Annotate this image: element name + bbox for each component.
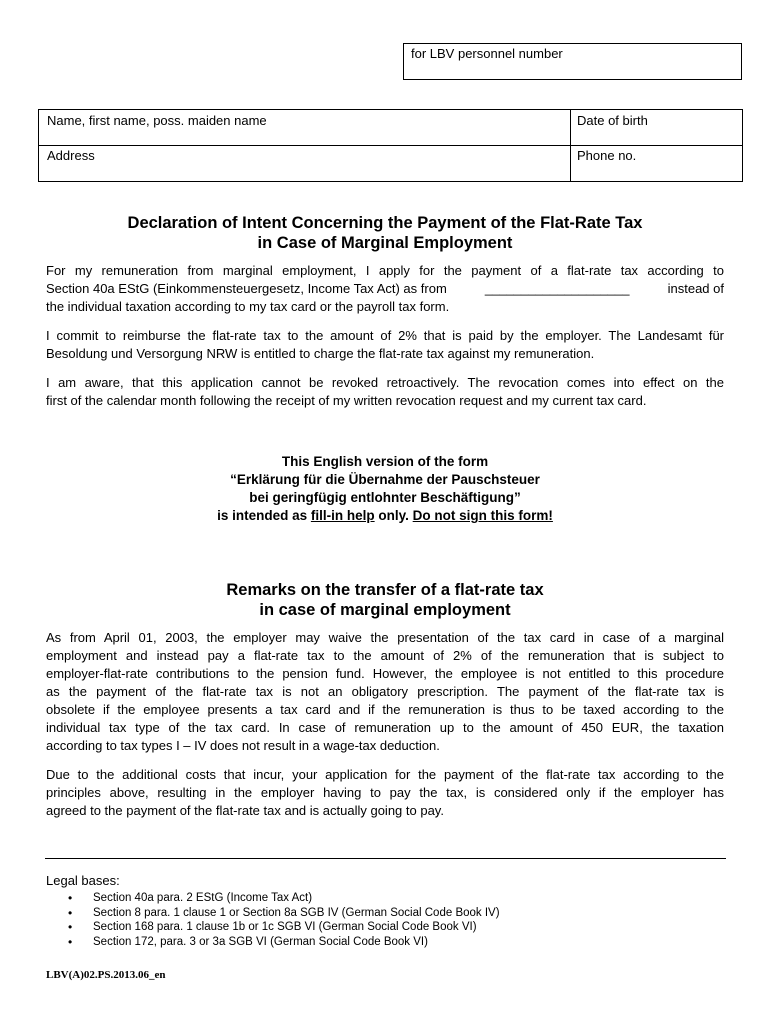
text-line: Besoldung und Versorgung NRW is entitled to charge the flat-rate tax against my remuneration. <box>46 346 595 361</box>
phone-field[interactable] <box>571 146 742 181</box>
declaration-title-line-2: in Case of Marginal Employment <box>257 234 513 252</box>
declaration-title-line-1: Declaration of Intent Concerning the Payment of the Flat-Rate Tax <box>127 214 643 232</box>
fill-in-help-text: fill-in help <box>310 508 375 523</box>
text-line: employer-flat-rate contributions to the pension fund. However, the employee is not entitled to this procedure <box>46 666 724 681</box>
address-field[interactable] <box>39 146 570 181</box>
text-line: I commit to reimburse the flat-rate tax to the amount of 2% that is paid by the employer. The Landesamt für <box>46 328 724 343</box>
text-line: obsolete if the employee presents a tax card and if the remuneration is thus to be taxed according to the <box>46 702 724 717</box>
text-line: first of the calendar month following the receipt of my written revocation request and my current tax card. <box>46 393 647 408</box>
form-code: LBV(A)02.PS.2013.06_en <box>46 969 166 981</box>
declaration-paragraph-1 <box>46 262 724 316</box>
name-field[interactable] <box>39 110 570 145</box>
legal-bases-list <box>46 891 726 949</box>
list-item: • Section 172, para. 3 or 3a SGB VI (German Social Code Book VI) <box>46 935 726 950</box>
do-not-sign-warning: Do not sign this form! <box>412 508 553 523</box>
text-line: according to tax types I – IV does not result in a wage-tax deduction. <box>46 738 440 753</box>
text-line: the individual taxation according to my tax card or the payroll tax form. <box>46 299 450 314</box>
personnel-number-box[interactable] <box>403 43 742 80</box>
fill-in-help-notice <box>0 453 770 525</box>
notice-text: only. <box>378 508 409 523</box>
remarks-paragraph-1 <box>46 629 724 755</box>
text-line: agreed to the payment of the flat-rate tax and is actually going to pay. <box>46 803 444 818</box>
list-item: • Section 168 para. 1 clause 1b or 1c SGB VI (German Social Code Book VI) <box>46 920 726 935</box>
personnel-number-label: for LBV personnel number <box>411 46 563 61</box>
declaration-title <box>0 213 770 253</box>
notice-line-1: This English version of the form <box>281 454 489 469</box>
remarks-title <box>0 580 770 620</box>
notice-text: is intended as <box>217 508 308 523</box>
section-divider <box>45 858 726 859</box>
list-item: • Section 40a para. 2 EStG (Income Tax Act) <box>46 891 726 906</box>
text-segment: Section 40a EStG (Einkommensteuergesetz, Income Tax Act) as from <box>46 281 447 296</box>
text-line: individual tax type of the tax card. In case of remuneration up to the amount of 450 EUR, the taxation <box>46 720 724 735</box>
date-of-birth-label: Date of birth <box>577 113 648 128</box>
notice-line-4 <box>0 507 770 525</box>
name-field-label: Name, first name, poss. maiden name <box>47 113 267 128</box>
text-line: as the payment of the flat-rate tax is not an obligatory prescription. The payment of the flat-rate tax is <box>46 684 724 699</box>
phone-label: Phone no. <box>577 148 637 163</box>
date-of-birth-field[interactable] <box>571 110 742 145</box>
text-segment: instead of <box>667 281 724 296</box>
text-line: principles above, resulting in the employer having to pay the tax, is considered only if the employer has <box>46 785 724 800</box>
notice-line-2: “Erklärung für die Übernahme der Pauschsteuer <box>230 472 540 487</box>
text-line: For my remuneration from marginal employment, I apply for the payment of a flat-rate tax according to <box>46 263 724 278</box>
text-line: As from April 01, 2003, the employer may waive the presentation of the tax card in case of a marginal <box>46 630 724 645</box>
remarks-paragraph-2 <box>46 766 724 820</box>
list-item: • Section 8 para. 1 clause 1 or Section 8a SGB IV (German Social Code Book IV) <box>46 906 726 921</box>
text-line <box>46 280 724 298</box>
legal-bases-heading: Legal bases: <box>46 873 120 888</box>
remarks-title-line-1: Remarks on the transfer of a flat-rate tax <box>226 581 544 599</box>
remarks-title-line-2: in case of marginal employment <box>259 601 511 619</box>
text-line: I am aware, that this application cannot be revoked retroactively. The revocation comes into effect on the <box>46 375 724 390</box>
text-line: Due to the additional costs that incur, your application for the payment of the flat-rate tax according to the <box>46 767 724 782</box>
start-date-blank[interactable]: ____________________ <box>484 281 630 296</box>
declaration-paragraph-2 <box>46 327 724 363</box>
identity-table <box>38 109 743 182</box>
text-line: employment and instead pay a flat-rate tax to the amount of 2% of the remuneration that is subject to <box>46 648 724 663</box>
address-label: Address <box>47 148 95 163</box>
notice-line-3: bei geringfügig entlohnter Beschäftigung” <box>249 490 521 505</box>
declaration-paragraph-3 <box>46 374 724 410</box>
